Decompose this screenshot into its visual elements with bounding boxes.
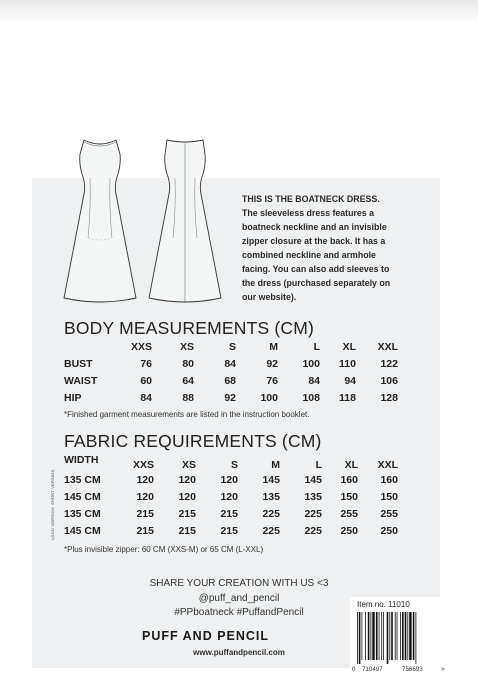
website-link[interactable]: www.puffandpencil.com [193,648,285,657]
row-label: 145 CM [64,524,101,537]
cell: 120 [220,490,238,503]
cell: 145 [262,473,280,486]
fabric-requirements-note: *Plus invisible zipper: 60 CM (XXS-M) or 65 CM (L-XXL) [64,545,264,554]
cell: 76 [140,357,152,370]
cell: 128 [380,391,398,404]
description-line: our website). [242,292,297,302]
share-handle: @puff_and_pencil [198,593,280,604]
description-line: facing. You can also add sleeves to [242,264,390,274]
barcode-bar [389,612,390,660]
body-measurements-title: BODY MEASUREMENTS (CM) [64,318,315,338]
fabric-requirements-title: FABRIC REQUIREMENTS (CM) [64,431,322,451]
row-label: HIP [64,391,82,404]
barcode-bar [381,612,382,660]
dress-back-illustration [145,138,225,304]
size-header: XS [181,459,196,471]
barcode-bar [391,612,393,660]
long-version-label: LONG VERSION [50,507,55,540]
barcode-digits: 710497 [362,666,383,673]
barcode-bar [359,612,361,664]
barcode-bar [365,612,366,660]
cell: 64 [182,374,194,387]
table-row [64,355,398,372]
cell: 122 [380,357,398,370]
cell: 92 [266,357,278,370]
cell: 255 [340,507,358,520]
cell: 120 [136,473,154,486]
cell: 215 [178,524,196,537]
cell: 225 [262,507,280,520]
share-hashtags: #PPboatneck #PuffandPencil [174,607,304,618]
barcode-bar [368,612,370,660]
width-header: WIDTH [64,454,99,466]
row-label: 135 CM [64,507,101,520]
cell: 84 [224,357,236,370]
dress-description [242,192,432,304]
barcode-bar [362,612,363,660]
top-shadow [0,0,478,24]
barcode-bar [357,612,358,664]
size-header: S [228,340,236,353]
cell: 250 [340,524,358,537]
size-header: XXS [130,340,152,353]
barcode-digits: 756693 [402,666,423,673]
cell: 145 [304,473,322,486]
barcode-bar [383,612,384,660]
table-row [64,522,398,539]
cell: 120 [136,490,154,503]
barcode-bar [379,612,380,660]
row-label: 135 CM [64,473,101,486]
size-header: M [271,459,280,471]
cell: 150 [380,490,398,503]
body-measurements-note: *Finished garment measurements are listed in the instruction booklet. [64,410,310,419]
cell: 215 [136,507,154,520]
cell: 215 [136,524,154,537]
cell: 225 [262,524,280,537]
short-version-label: SHORT VERSION [50,469,55,505]
size-header: XL [344,459,358,471]
size-header: XXS [132,459,154,471]
barcode-bar [409,612,411,660]
cell: 84 [308,374,320,387]
cell: 110 [339,357,356,370]
row-label: BUST [64,357,93,370]
cell: 80 [182,357,194,370]
body-measurements-table [64,338,398,406]
cell: 76 [266,374,278,387]
barcode-bar [371,612,372,660]
table-row [64,471,398,488]
cell: 68 [224,374,236,387]
size-header: XL [342,340,356,353]
barcode-bar [400,612,401,660]
fabric-requirements-table [64,454,398,539]
row-label: WAIST [64,374,98,387]
cell: 160 [340,473,358,486]
row-label: 145 CM [64,490,101,503]
barcode [356,612,440,664]
cell: 60 [140,374,152,387]
barcode-bar [405,612,407,660]
cell: 118 [339,391,356,404]
description-line: The sleeveless dress features a [242,208,375,218]
description-line: THIS IS THE BOATNECK DRESS. [242,194,380,204]
description-line: zipper closure at the back. It has a [242,236,386,246]
barcode-bar [407,612,408,660]
cell: 250 [380,524,398,537]
barcode-bar [372,612,374,660]
size-header: L [313,340,320,353]
barcode-bar [416,612,417,664]
barcode-digit: > [441,666,445,673]
cell: 225 [304,524,322,537]
barcode-bar [387,612,389,664]
cell: 94 [344,374,356,387]
cell: 150 [340,490,358,503]
size-header: M [269,340,278,353]
cell: 135 [304,490,322,503]
cell: 88 [182,391,194,404]
table-row [64,372,398,389]
description-line: combined neckline and armhole [242,250,376,260]
cell: 106 [380,374,398,387]
barcode-bar [402,612,404,660]
table-row [64,389,398,406]
item-number: Item no. 11010 [357,600,410,609]
barcode-bar [397,612,398,660]
dress-front-illustration [60,138,140,304]
table-header-row [64,338,398,355]
cell: 100 [260,391,278,404]
brand-name: PUFF AND PENCIL [142,629,270,643]
cell: 120 [220,473,238,486]
size-header: L [315,459,322,471]
table-row [64,488,398,505]
barcode-bar [376,612,378,660]
cell: 135 [262,490,280,503]
cell: 92 [224,391,236,404]
cell: 215 [220,507,238,520]
cell: 120 [178,490,196,503]
cell: 225 [304,507,322,520]
description-line: boatneck neckline and an invisible [242,222,387,232]
description-line: the dress (purchased separately on [242,278,391,288]
cell: 215 [178,507,196,520]
size-header: S [230,459,238,471]
barcode-bar [395,612,396,660]
barcode-digit: 0 [352,666,356,673]
cell: 84 [140,391,152,404]
table-row [64,505,398,522]
cell: 100 [302,357,320,370]
share-heading: SHARE YOUR CREATION WITH US <3 [149,578,329,589]
cell: 215 [220,524,238,537]
size-header: XXL [377,459,398,471]
barcode-bar [413,612,415,660]
cell: 120 [178,473,196,486]
cell: 255 [380,507,398,520]
size-header: XS [179,340,194,353]
cell: 108 [302,391,320,404]
table-header-row [64,454,398,471]
cell: 160 [380,473,398,486]
size-header: XXL [377,340,398,353]
